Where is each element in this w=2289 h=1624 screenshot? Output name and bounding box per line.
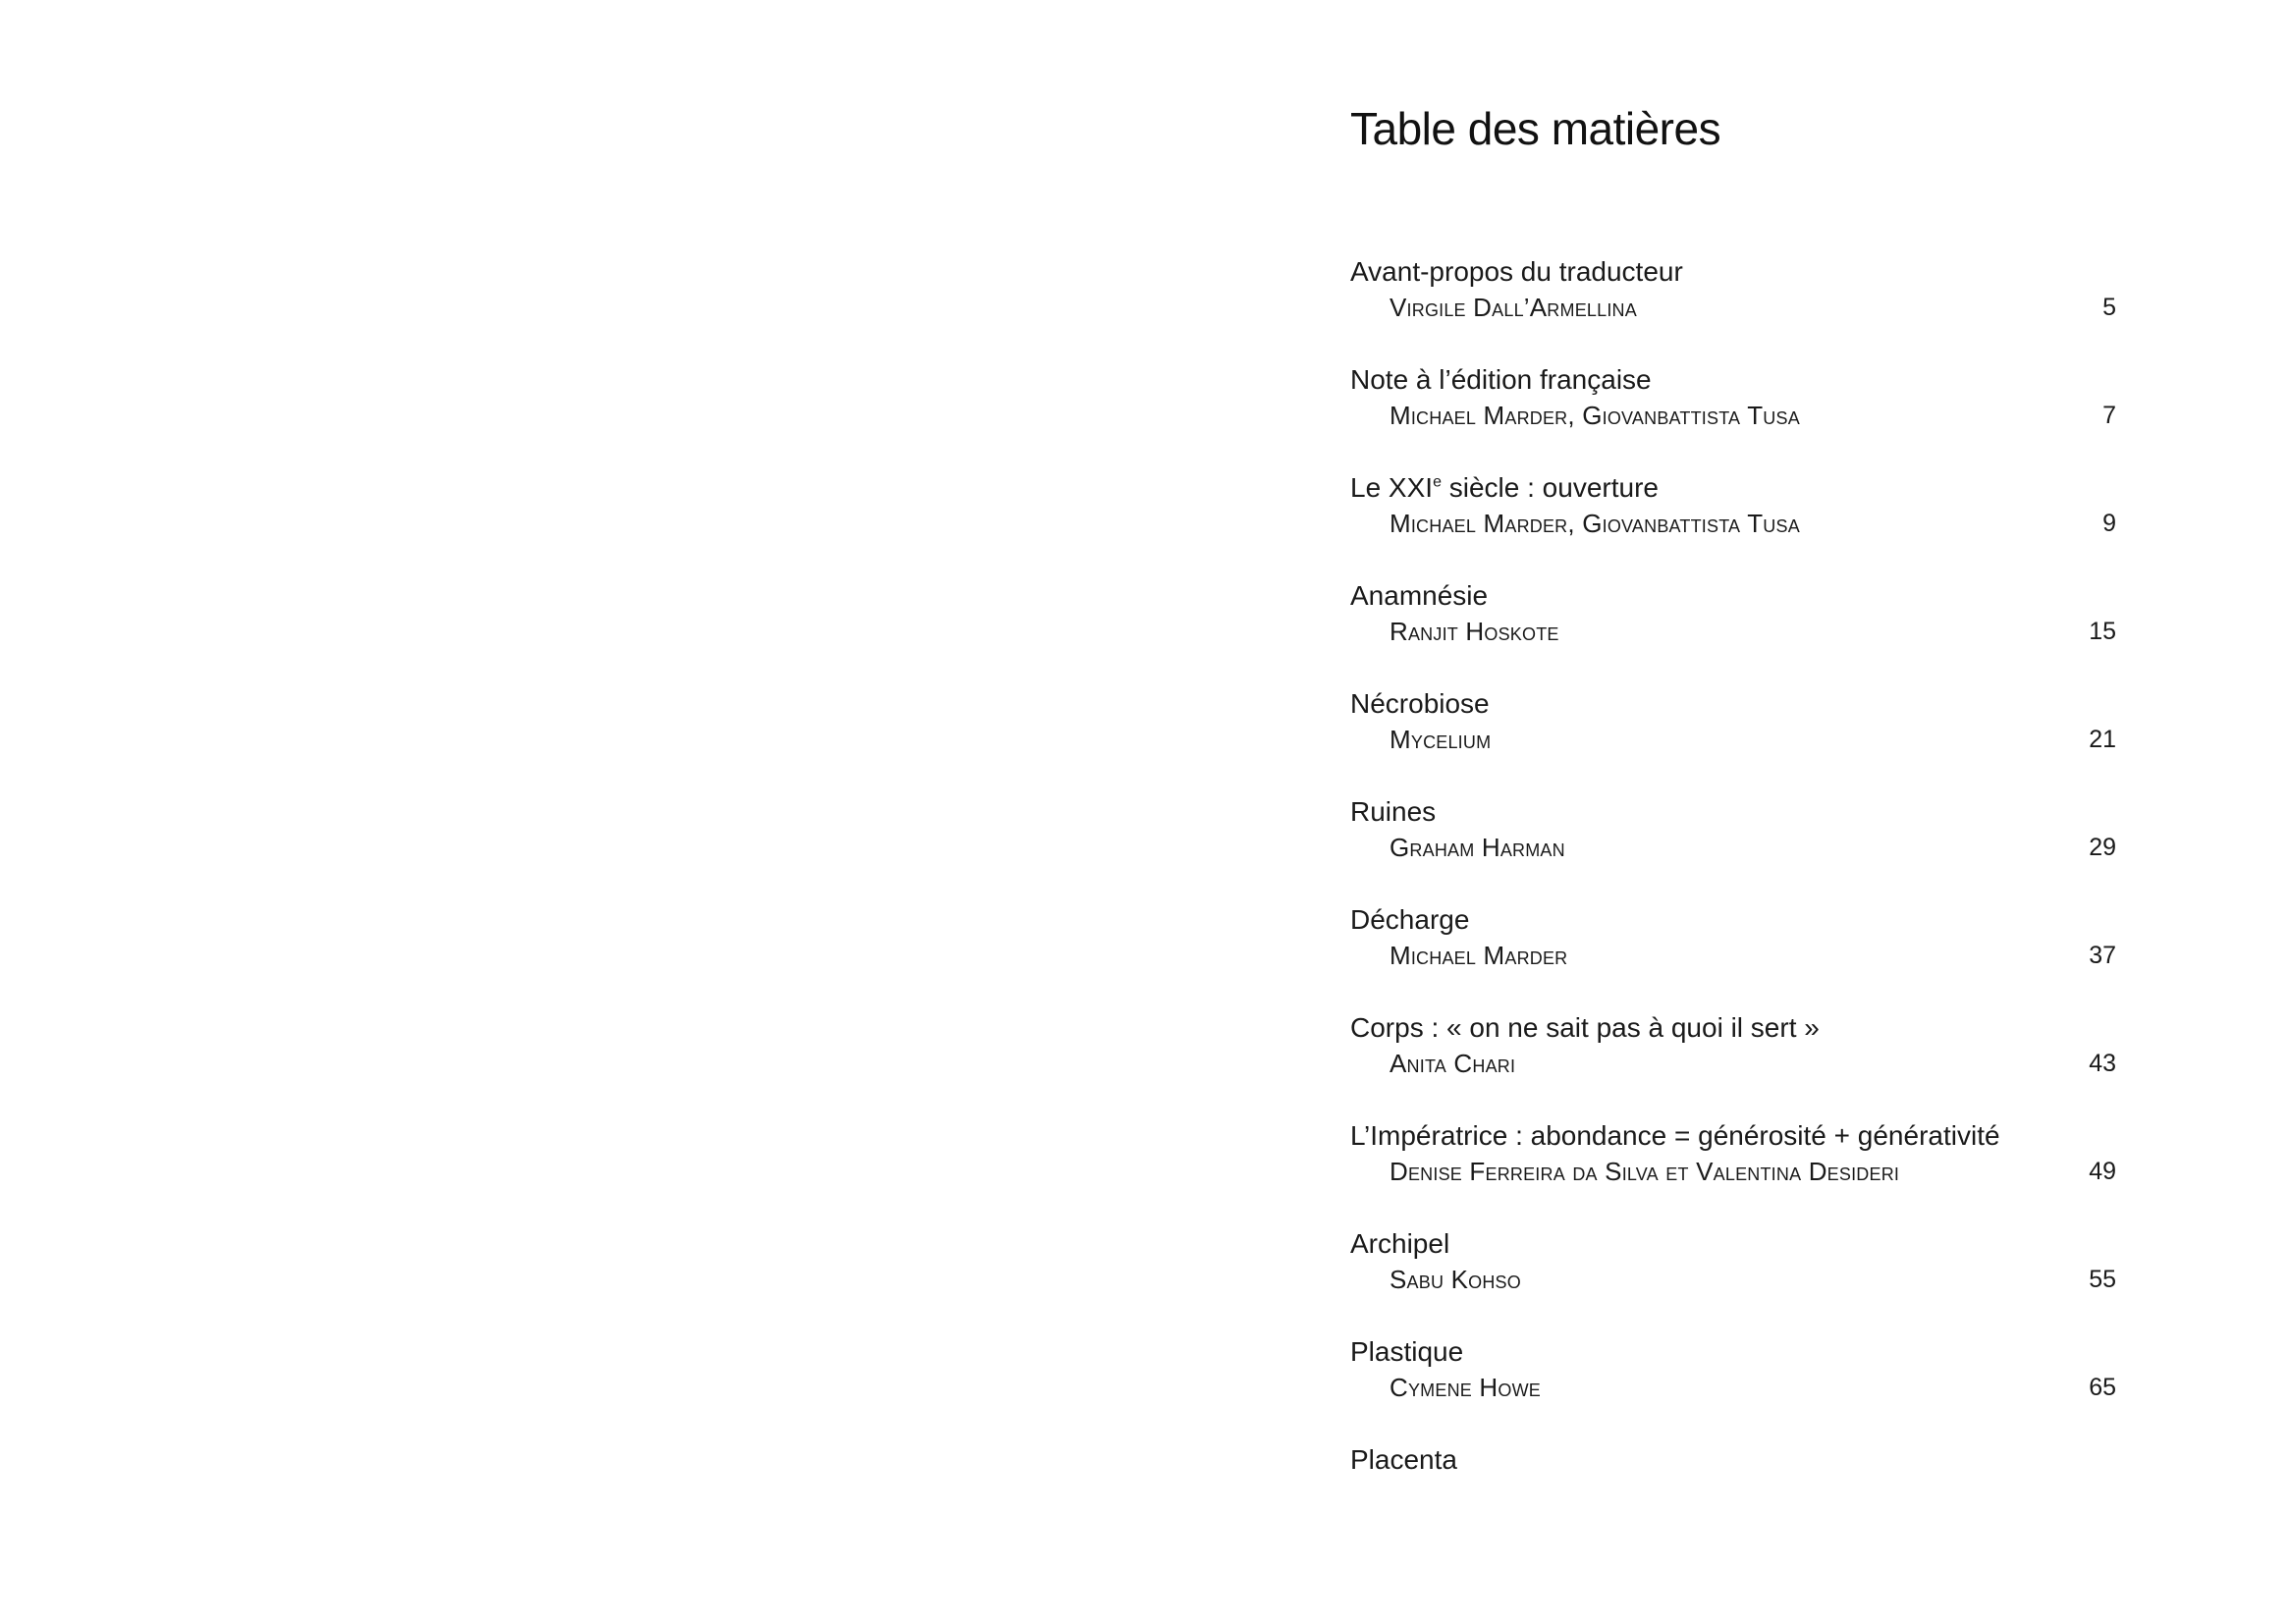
entry-title: Nécrobiose (1350, 688, 1490, 719)
entry-author: Graham Harman (1390, 833, 1565, 862)
entry-page-number: 29 (2089, 834, 2116, 861)
entry-author: Cymene Howe (1390, 1373, 1541, 1402)
entry-title: Archipel (1350, 1228, 1450, 1259)
entry-author: Denise Ferreira da Silva et Valentina Desideri (1390, 1157, 1900, 1186)
entry-page-number: 65 (2089, 1374, 2116, 1401)
entry-author-line (1350, 1262, 2116, 1298)
entry-author: Anita Chari (1390, 1049, 1516, 1078)
entry-author: Mycelium (1390, 725, 1492, 754)
entry-title: Décharge (1350, 904, 1470, 935)
entry-title: Avant-propos du traducteur (1350, 256, 1683, 287)
entry-page-number: 15 (2089, 618, 2116, 645)
entry-author-line (1350, 722, 2116, 758)
entry-author-line (1350, 1154, 2116, 1190)
entry-title: Placenta (1350, 1444, 1457, 1475)
toc-entry (1350, 361, 2116, 469)
entry-page-number: 37 (2089, 942, 2116, 969)
toc-entry (1350, 1009, 2116, 1117)
entry-page-number: 55 (2089, 1266, 2116, 1293)
toc-entry (1350, 469, 2116, 577)
entry-author: Michael Marder, Giovanbattista Tusa (1390, 509, 1800, 538)
entry-title: Ruines (1350, 796, 1437, 827)
entry-author: Michael Marder (1390, 941, 1568, 970)
toc-entry (1350, 1441, 2116, 1549)
entry-page-number: 21 (2089, 726, 2116, 753)
entry-page-number: 49 (2089, 1158, 2116, 1185)
entry-title (1350, 469, 2116, 506)
entry-author-line (1350, 614, 2116, 650)
entry-title: Plastique (1350, 1336, 1464, 1367)
entry-page-number: 9 (2102, 510, 2116, 537)
toc-entry (1350, 1117, 2116, 1225)
toc-entry (1350, 793, 2116, 901)
entry-author-line (1350, 506, 2116, 542)
entry-page-number: 5 (2102, 294, 2116, 321)
left-page-blank (0, 0, 1144, 1624)
toc-entry (1350, 901, 2116, 1009)
entry-page-number: 43 (2089, 1050, 2116, 1077)
entry-author: Sabu Kohso (1390, 1265, 1521, 1294)
entry-title-suffix: siècle : ouverture (1441, 472, 1659, 503)
entry-title: L’Impératrice : abondance = générosité + générativité (1350, 1120, 2000, 1151)
entry-author-line (1350, 938, 2116, 974)
entry-author-line (1350, 398, 2116, 434)
entry-author-line (1350, 830, 2116, 866)
page-title: Table des matières (1350, 103, 1721, 154)
toc-list (1350, 253, 2116, 1549)
toc-entry (1350, 685, 2116, 793)
right-page (1145, 0, 2289, 1624)
entry-author: Michael Marder, Giovanbattista Tusa (1390, 401, 1800, 430)
toc-entry (1350, 253, 2116, 361)
entry-author: Ranjit Hoskote (1390, 617, 1559, 646)
entry-author-line (1350, 1046, 2116, 1082)
entry-title-prefix: Le XXI (1350, 472, 1434, 503)
toc-entry (1350, 1333, 2116, 1441)
toc-entry (1350, 577, 2116, 685)
entry-author-line (1350, 290, 2116, 326)
entry-author-line (1350, 1370, 2116, 1406)
entry-title: Anamnésie (1350, 580, 1489, 611)
entry-page-number: 7 (2102, 402, 2116, 429)
entry-title: Note à l’édition française (1350, 364, 1652, 395)
entry-author: Virgile Dall’Armellina (1390, 293, 1637, 322)
entry-title: Corps : « on ne sait pas à quoi il sert » (1350, 1012, 1820, 1043)
toc-entry (1350, 1225, 2116, 1333)
entry-title-superscript: e (1433, 473, 1442, 491)
